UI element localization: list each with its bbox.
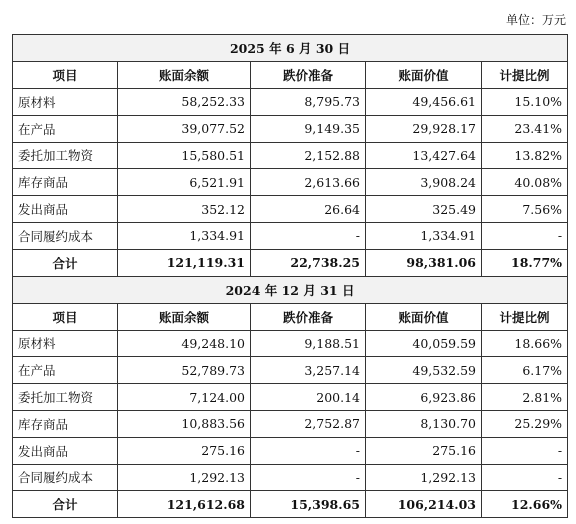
- value-cell: 1,292.13: [366, 464, 482, 491]
- ratio-cell: 40.08%: [482, 169, 568, 196]
- ratio-cell: 15.10%: [482, 89, 568, 116]
- provision-cell: -: [251, 222, 366, 249]
- provision-cell: 2,152.88: [251, 142, 366, 169]
- value-cell: 13,427.64: [366, 142, 482, 169]
- total-row: [13, 491, 568, 518]
- item-cell: 委托加工物资: [13, 142, 118, 169]
- balance-cell: 10,883.56: [118, 410, 251, 437]
- value-cell: 275.16: [366, 437, 482, 464]
- item-cell: 发出商品: [13, 196, 118, 223]
- value-cell: 40,059.59: [366, 330, 482, 357]
- column-header-row: [13, 62, 568, 89]
- provision-cell: 3,257.14: [251, 357, 366, 384]
- balance-column-header: 账面余额: [118, 303, 251, 330]
- table-row: [13, 384, 568, 411]
- ratio-column-header: 计提比例: [482, 62, 568, 89]
- provision-cell: 26.64: [251, 196, 366, 223]
- item-cell: 库存商品: [13, 410, 118, 437]
- item-cell: 原材料: [13, 330, 118, 357]
- value-cell: 325.49: [366, 196, 482, 223]
- provision-cell: -: [251, 437, 366, 464]
- balance-cell: 121,119.31: [118, 249, 251, 276]
- table-row: [13, 115, 568, 142]
- inventory-table: [12, 34, 568, 518]
- provision-column-header: 跌价准备: [251, 303, 366, 330]
- balance-cell: 121,612.68: [118, 491, 251, 518]
- balance-cell: 1,292.13: [118, 464, 251, 491]
- balance-cell: 6,521.91: [118, 169, 251, 196]
- provision-column-header: 跌价准备: [251, 62, 366, 89]
- value-column-header: 账面价值: [366, 62, 482, 89]
- balance-cell: 7,124.00: [118, 384, 251, 411]
- table-row: [13, 357, 568, 384]
- column-header-row: [13, 303, 568, 330]
- table-row: [13, 89, 568, 116]
- provision-cell: 22,738.25: [251, 249, 366, 276]
- ratio-cell: 13.82%: [482, 142, 568, 169]
- period-title: 2024 年 12 月 31 日: [13, 276, 568, 303]
- ratio-cell: 18.77%: [482, 249, 568, 276]
- period-header-row: [13, 276, 568, 303]
- balance-column-header: 账面余额: [118, 62, 251, 89]
- provision-cell: 2,752.87: [251, 410, 366, 437]
- value-cell: 49,532.59: [366, 357, 482, 384]
- ratio-cell: 25.29%: [482, 410, 568, 437]
- balance-cell: 52,789.73: [118, 357, 251, 384]
- ratio-cell: 6.17%: [482, 357, 568, 384]
- item-cell: 合计: [13, 491, 118, 518]
- item-cell: 委托加工物资: [13, 384, 118, 411]
- balance-cell: 58,252.33: [118, 89, 251, 116]
- provision-cell: 9,188.51: [251, 330, 366, 357]
- table-row: [13, 169, 568, 196]
- table-row: [13, 196, 568, 223]
- period-title: 2025 年 6 月 30 日: [13, 35, 568, 62]
- item-cell: 在产品: [13, 115, 118, 142]
- item-column-header: 项目: [13, 303, 118, 330]
- provision-cell: 8,795.73: [251, 89, 366, 116]
- table-row: [13, 222, 568, 249]
- value-cell: 1,334.91: [366, 222, 482, 249]
- value-column-header: 账面价值: [366, 303, 482, 330]
- balance-cell: 275.16: [118, 437, 251, 464]
- provision-cell: 9,149.35: [251, 115, 366, 142]
- item-cell: 发出商品: [13, 437, 118, 464]
- value-cell: 29,928.17: [366, 115, 482, 142]
- value-cell: 98,381.06: [366, 249, 482, 276]
- item-cell: 合同履约成本: [13, 464, 118, 491]
- item-cell: 库存商品: [13, 169, 118, 196]
- provision-cell: -: [251, 464, 366, 491]
- inventory-table-body: [13, 35, 568, 518]
- value-cell: 106,214.03: [366, 491, 482, 518]
- ratio-cell: 12.66%: [482, 491, 568, 518]
- item-cell: 原材料: [13, 89, 118, 116]
- value-cell: 6,923.86: [366, 384, 482, 411]
- balance-cell: 1,334.91: [118, 222, 251, 249]
- table-row: [13, 437, 568, 464]
- ratio-cell: -: [482, 222, 568, 249]
- table-row: [13, 142, 568, 169]
- table-row: [13, 410, 568, 437]
- balance-cell: 15,580.51: [118, 142, 251, 169]
- period-header-row: [13, 35, 568, 62]
- table-row: [13, 464, 568, 491]
- item-cell: 在产品: [13, 357, 118, 384]
- provision-cell: 200.14: [251, 384, 366, 411]
- ratio-cell: -: [482, 437, 568, 464]
- ratio-column-header: 计提比例: [482, 303, 568, 330]
- ratio-cell: 2.81%: [482, 384, 568, 411]
- ratio-cell: 23.41%: [482, 115, 568, 142]
- balance-cell: 49,248.10: [118, 330, 251, 357]
- ratio-cell: 18.66%: [482, 330, 568, 357]
- item-column-header: 项目: [13, 62, 118, 89]
- value-cell: 49,456.61: [366, 89, 482, 116]
- item-cell: 合计: [13, 249, 118, 276]
- ratio-cell: -: [482, 464, 568, 491]
- balance-cell: 352.12: [118, 196, 251, 223]
- provision-cell: 15,398.65: [251, 491, 366, 518]
- value-cell: 3,908.24: [366, 169, 482, 196]
- item-cell: 合同履约成本: [13, 222, 118, 249]
- total-row: [13, 249, 568, 276]
- ratio-cell: 7.56%: [482, 196, 568, 223]
- table-row: [13, 330, 568, 357]
- unit-note: 单位：万元: [505, 13, 566, 27]
- value-cell: 8,130.70: [366, 410, 482, 437]
- balance-cell: 39,077.52: [118, 115, 251, 142]
- provision-cell: 2,613.66: [251, 169, 366, 196]
